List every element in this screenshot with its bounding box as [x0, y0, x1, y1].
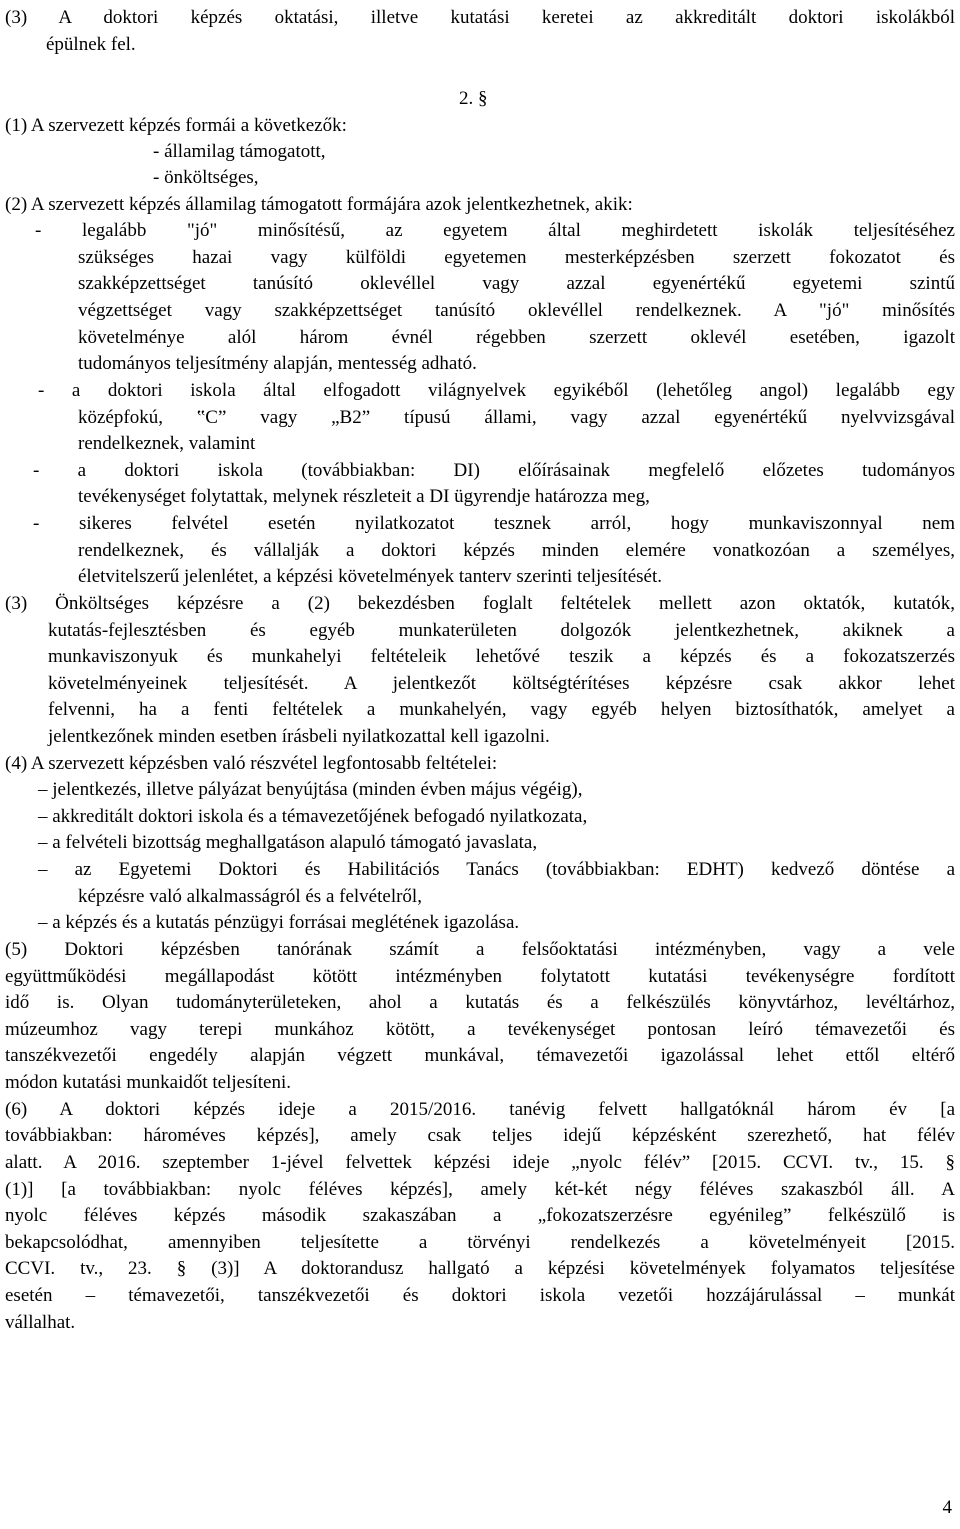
text-line: tevékenységet folytattak, melynek részleteit a DI ügyrendje határozza meg, — [78, 486, 650, 507]
text-line: munkaviszonyuk és munkahelyi feltételeik lehetővé teszik a képzés és a fokozatszerzés — [48, 646, 955, 667]
text-line: rendelkeznek, és vállalják a doktori képzés minden elemére vonatkozóan a személyes, — [78, 540, 955, 561]
text-line: – a felvételi bizottság meghallgatáson alapuló támogató javaslata, — [38, 832, 538, 853]
text-line: tanszékvezetői engedély alapján végzett munkával, témavezetői igazolással lehet ettől eltérő — [5, 1045, 955, 1066]
text-line: – akkreditált doktori iskola és a témavezetőjének befogadó nyilatkozata, — [38, 806, 588, 827]
text-line: (3) Önköltséges képzésre a (2) bekezdésben foglalt feltételek mellett azon oktatók, kutatók, — [5, 593, 955, 614]
text-line: szükséges hazai vagy külföldi egyetemen mesterképzésben szerzett fokozatot és — [78, 247, 955, 268]
text-line: alatt. A 2016. szeptember 1-jével felvettek képzési ideje „nyolc félév” [2015. CCVI. tv., 15. § — [5, 1152, 955, 1173]
text-line: – az Egyetemi Doktori és Habilitációs Tanács (továbbiakban: EDHT) kedvező döntése a — [38, 859, 955, 880]
text-line: (5) Doktori képzésben tanórának számít a felsőoktatási intézményben, vagy a vele — [5, 939, 955, 960]
text-line: - önköltséges, — [153, 167, 259, 188]
text-line: idő is. Olyan tudományterületeken, ahol a kutatás és a felkészülés könyvtárhoz, levéltárhoz, — [5, 992, 955, 1013]
text-line: bekapcsolódhat, amennyiben teljesítette a törvényi rendelkezés a követelményeit [2015. — [5, 1232, 955, 1253]
text-line: felvenni, ha a fenti feltételek a munkahelyén, vagy egyéb helyen biztosíthatók, amelyet a — [48, 699, 955, 720]
text-line: képzésre való alkalmasságról és a felvételről, — [78, 886, 422, 907]
text-line: - a doktori iskola (továbbiakban: DI) előírásainak megfelelő előzetes tudományos — [33, 460, 955, 481]
text-line: - sikeres felvétel esetén nyilatkozatot tesznek arról, hogy munkaviszonnyal nem — [33, 513, 955, 534]
text-line: múzeumhoz vagy terepi munkához kötött, a tevékenységet pontosan leíró témavezetői és — [5, 1019, 955, 1040]
text-line: továbbiakban: hároméves képzés], amely csak teljes idejű képzésként szerezhető, hat félév — [5, 1125, 955, 1146]
text-line: - államilag támogatott, — [153, 141, 326, 162]
text-line: CCVI. tv., 23. § (3)] A doktorandusz hallgató a képzési követelmények folyamatos teljesítése — [5, 1258, 955, 1279]
text-line: esetén – témavezetői, tanszékvezetői és doktori iskola vezetői hozzájárulással – munkát — [5, 1285, 955, 1306]
text-line: (4) A szervezett képzésben való részvétel legfontosabb feltételei: — [5, 753, 498, 774]
text-line: vállalhat. — [5, 1312, 76, 1333]
text-line: (2) A szervezett képzés államilag támogatott formájára azok jelentkezhetnek, akik: — [5, 194, 633, 215]
text-line: együttműködési megállapodást kötött intézményben folytatott kutatási tevékenységre fordított — [5, 966, 955, 987]
text-line: jelentkezőnek minden esetben írásbeli nyilatkozattal kell igazolni. — [48, 726, 550, 747]
text-line: – a képzés és a kutatás pénzügyi forrásai meglétének igazolása. — [38, 912, 520, 933]
text-line: 2. § — [459, 88, 488, 109]
text-line: életvitelszerű jelenlétet, a képzési követelmények tanterv szerinti teljesítését. — [78, 566, 662, 587]
text-line: (1) A szervezett képzés formái a következők: — [5, 115, 347, 136]
text-line: követelményeinek teljesítését. A jelentkezőt költségtérítéses képzésre csak akkor lehet — [48, 673, 955, 694]
text-line: kutatás-fejlesztésben és egyéb munkaterületen dolgozók jelentkezhetnek, akiknek a — [48, 620, 955, 641]
text-line: - a doktori iskola által elfogadott világnyelvek egyikéből (lehetőleg angol) legalább egy — [38, 380, 955, 401]
text-line: szakképzettséget tanúsító oklevéllel vagy azzal egyenértékű egyetemi szintű — [78, 273, 955, 294]
text-line: tudományos teljesítmény alapján, mentesség adható. — [78, 353, 477, 374]
text-line: épülnek fel. — [46, 34, 136, 55]
text-line: (1)] [a továbbiakban: nyolc féléves képzés], amely két-két négy féléves szakaszból áll. A — [5, 1179, 955, 1200]
text-line: - legalább "jó" minősítésű, az egyetem által meghirdetett iskolák teljesítéséhez — [35, 220, 955, 241]
text-line: középfokú, ‟C” vagy „B2” típusú állami, vagy azzal egyenértékű nyelvvizsgával — [78, 407, 955, 428]
text-line: (6) A doktori képzés ideje a 2015/2016. tanévig felvett hallgatóknál három év [a — [5, 1099, 955, 1120]
text-line: rendelkeznek, valamint — [78, 433, 256, 454]
page-number: 4 — [942, 1497, 952, 1518]
text-line: végzettséget vagy szakképzettséget tanúsító oklevéllel rendelkeznek. A "jó" minősítés — [78, 300, 955, 321]
text-line: nyolc féléves képzés második szakaszában a „fokozatszerzésre egyénileg” felkészülő is — [5, 1205, 955, 1226]
text-line: (3) A doktori képzés oktatási, illetve kutatási keretei az akkreditált doktori iskolákból — [5, 7, 955, 28]
text-line: követelménye alól három évnél régebben szerzett oklevél esetében, igazolt — [78, 327, 955, 348]
text-line: módon kutatási munkaidőt teljesíteni. — [5, 1072, 292, 1093]
text-line: – jelentkezés, illetve pályázat benyújtása (minden évben május végéig), — [38, 779, 583, 800]
